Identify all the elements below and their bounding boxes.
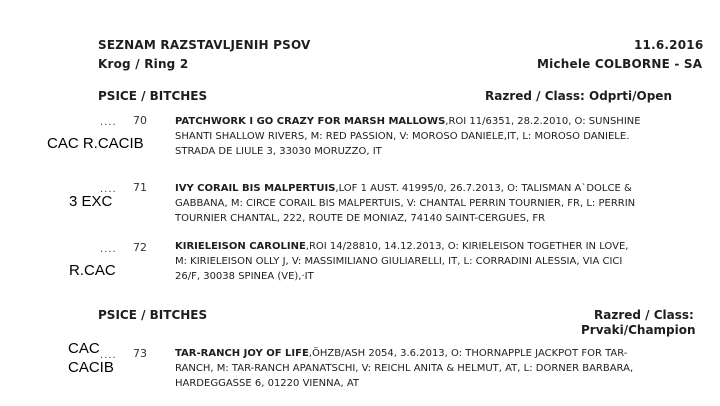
entry-line1: ,ÖHZB/ASH 2054, 3.6.2013, O: THORNAPPLE JACKPOT FOR TAR- <box>308 348 628 359</box>
class-name: Prvaki/Champion <box>581 323 696 337</box>
score-dots: .... <box>100 350 117 361</box>
section-title: PSICE / BITCHES <box>98 308 208 322</box>
entry-line1: ,ROI 11/6351, 28.2.2010, O: SUNSHINE <box>445 116 641 127</box>
entry-number: 70 <box>133 114 147 127</box>
entry-number: 71 <box>133 181 147 194</box>
document-title: SEZNAM RAZSTAVLJENIH PSOV <box>98 38 311 52</box>
entry-details <box>175 346 720 391</box>
judge-name: Michele COLBORNE - SA <box>537 57 703 71</box>
entry-line3: HARDEGGASSE 6, 01220 VIENNA, AT <box>175 378 360 389</box>
score-dots: .... <box>100 244 117 255</box>
entry-line3: STRADA DE LIULE 3, 33030 MORUZZO, IT <box>175 146 382 157</box>
dog-name: KIRIELEISON CAROLINE <box>175 241 306 252</box>
entry-details <box>175 114 720 159</box>
award-handwritten: CAC <box>68 340 100 357</box>
class-label: Razred / Class: Odprti/Open <box>485 89 672 103</box>
entry-line2: M: KIRIELEISON OLLY J, V: MASSIMILIANO GIULIARELLI, IT, L: CORRADINI ALESSIA, VIA CICI <box>175 256 623 267</box>
entry-line3: 26/F, 30038 SPINEA (VE),·IT <box>175 271 314 282</box>
entry-number: 72 <box>133 241 147 254</box>
ring-label: Krog / Ring 2 <box>98 57 189 71</box>
dog-name: PATCHWORK I GO CRAZY FOR MARSH MALLOWS <box>175 116 446 127</box>
section-title: PSICE / BITCHES <box>98 89 208 103</box>
entry-line1: ,ROI 14/28810, 14.12.2013, O: KIRIELEISON TOGETHER IN LOVE, <box>305 241 629 252</box>
score-dots: .... <box>100 117 117 128</box>
entry-line1: ,LOF 1 AUST. 41995/0, 26.7.2013, O: TALISMAN A`DOLCE & <box>335 183 632 194</box>
award-handwritten: CAC R.CACIB <box>47 135 144 152</box>
show-date: 11.6.2016 <box>634 38 704 52</box>
award-handwritten: CACIB <box>68 359 114 376</box>
award-handwritten: R.CAC <box>69 262 116 279</box>
award-handwritten: 3 EXC <box>69 193 113 210</box>
entry-number: 73 <box>133 347 147 360</box>
entry-line2: RANCH, M: TAR-RANCH APANATSCHI, V: REICHL ANITA & HELMUT, AT, L: DORNER BARBARA, <box>175 363 634 374</box>
dog-name: TAR-RANCH JOY OF LIFE <box>175 348 309 359</box>
entry-details <box>175 181 720 226</box>
score-dots: .... <box>100 184 117 195</box>
entry-line3: TOURNIER CHANTAL, 222, ROUTE DE MONIAZ, 74140 SAINT-CERGUES, FR <box>175 213 546 224</box>
dog-name: IVY CORAIL BIS MALPERTUIS <box>175 183 336 194</box>
entry-line2: GABBANA, M: CIRCE CORAIL BIS MALPERTUIS, V: CHANTAL PERRIN TOURNIER, FR, L: PERRIN <box>175 198 636 209</box>
entry-line2: SHANTI SHALLOW RIVERS, M: RED PASSION, V: MOROSO DANIELE,IT, L: MOROSO DANIELE. <box>175 131 630 142</box>
entry-details <box>175 239 720 284</box>
class-label: Razred / Class: <box>594 308 694 322</box>
